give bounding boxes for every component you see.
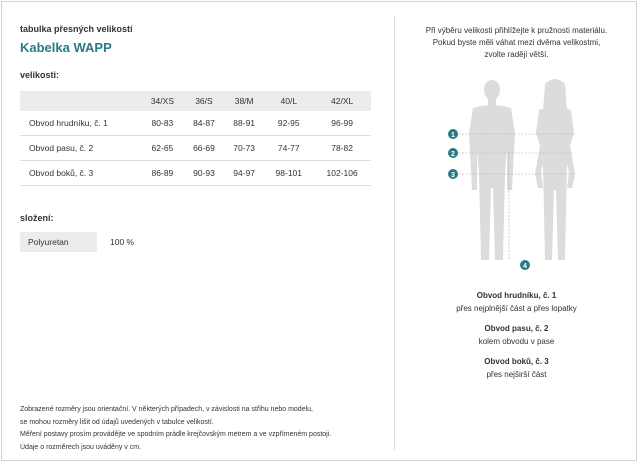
measurement-hips (395, 355, 638, 381)
table-cell: 84-87 (184, 111, 224, 136)
measurement-title: Obvod hrudníku, č. 1 (476, 291, 557, 300)
row-label: Obvod boků, č. 3 (20, 161, 141, 186)
size-table-section (2, 2, 394, 462)
row-label: Obvod hrudníku, č. 1 (20, 111, 141, 136)
column-header: 42/XL (331, 96, 354, 106)
sizes-label: velikosti: (20, 70, 60, 80)
column-header: 36/S (195, 96, 213, 106)
footnote-line: se mohou rozměry lišit od údajů uvedených v tabulce velikostí. (20, 418, 214, 426)
measurement-chest (395, 289, 638, 315)
table-cell: 92-95 (264, 111, 313, 136)
size-table (20, 91, 371, 186)
table-cell: 88-91 (224, 111, 264, 136)
row-label: Obvod pasu, č. 2 (20, 136, 141, 161)
intro-line: zvolte raději větší. (484, 50, 549, 59)
footnote-line: Údaje o rozměrech jsou uváděny v cm. (20, 443, 141, 451)
page-subtitle: tabulka přesných velikostí (20, 24, 133, 34)
size-table-header (20, 91, 371, 111)
body-figures-illustration (445, 78, 595, 274)
material-percent: 100 % (110, 237, 135, 247)
measurement-desc: přes nejširší část (486, 370, 547, 379)
svg-text:1: 1 (451, 132, 455, 139)
column-header (20, 91, 141, 111)
table-cell: 78-82 (313, 136, 371, 161)
table-cell: 80-83 (141, 111, 184, 136)
table-cell: 102-106 (313, 161, 371, 186)
table-cell: 66-69 (184, 136, 224, 161)
table-cell: 94-97 (224, 161, 264, 186)
page-title: Kabelka WAPP (20, 40, 112, 55)
measurement-title: Obvod pasu, č. 2 (484, 324, 549, 333)
table-row (20, 136, 371, 161)
column-header: 34/XS (150, 96, 174, 106)
guide-intro (395, 25, 638, 61)
table-cell: 74-77 (264, 136, 313, 161)
measurement-desc: kolem obvodu v pase (478, 337, 555, 346)
table-cell: 90-93 (184, 161, 224, 186)
marker-4 (520, 260, 530, 270)
composition-label: složení: (20, 213, 54, 223)
footnote (20, 404, 380, 454)
column-header: 38/M (234, 96, 254, 106)
measurement-waist (395, 322, 638, 348)
svg-text:4: 4 (523, 263, 527, 270)
measurement-desc: přes nejplnější část a přes lopatky (456, 304, 577, 313)
table-cell: 70-73 (224, 136, 264, 161)
intro-line: Při výběru velikosti přihlížejte k pružnosti materiálu. (425, 26, 608, 35)
size-chart-panel (1, 1, 637, 461)
svg-text:3: 3 (451, 172, 455, 179)
footnote-line: Zobrazené rozměry jsou orientační. V některých případech, v závislosti na střihu nebo modelu, (20, 406, 313, 413)
column-header: 40/L (280, 96, 298, 106)
table-row (20, 111, 371, 136)
male-figure (469, 80, 515, 260)
marker-2 (448, 148, 458, 158)
intro-line: Pokud byste měli váhat mezi dvěma velikostmi, (432, 38, 601, 47)
material-name: Polyuretan (20, 232, 97, 252)
table-cell: 86-89 (141, 161, 184, 186)
table-row (20, 161, 371, 186)
table-cell: 96-99 (313, 111, 371, 136)
composition-row (20, 232, 320, 252)
female-figure (535, 79, 575, 260)
marker-1 (448, 129, 458, 139)
measurement-title: Obvod boků, č. 3 (484, 357, 549, 366)
measurement-guide (395, 2, 638, 462)
svg-text:2: 2 (451, 151, 455, 158)
footnote-line: Měření postavy prosím provádějte ve spodním prádle krejčovským metrem a ve vzpřímeném postoji. (20, 431, 332, 438)
marker-3 (448, 169, 458, 179)
table-cell: 62-65 (141, 136, 184, 161)
table-cell: 98-101 (264, 161, 313, 186)
